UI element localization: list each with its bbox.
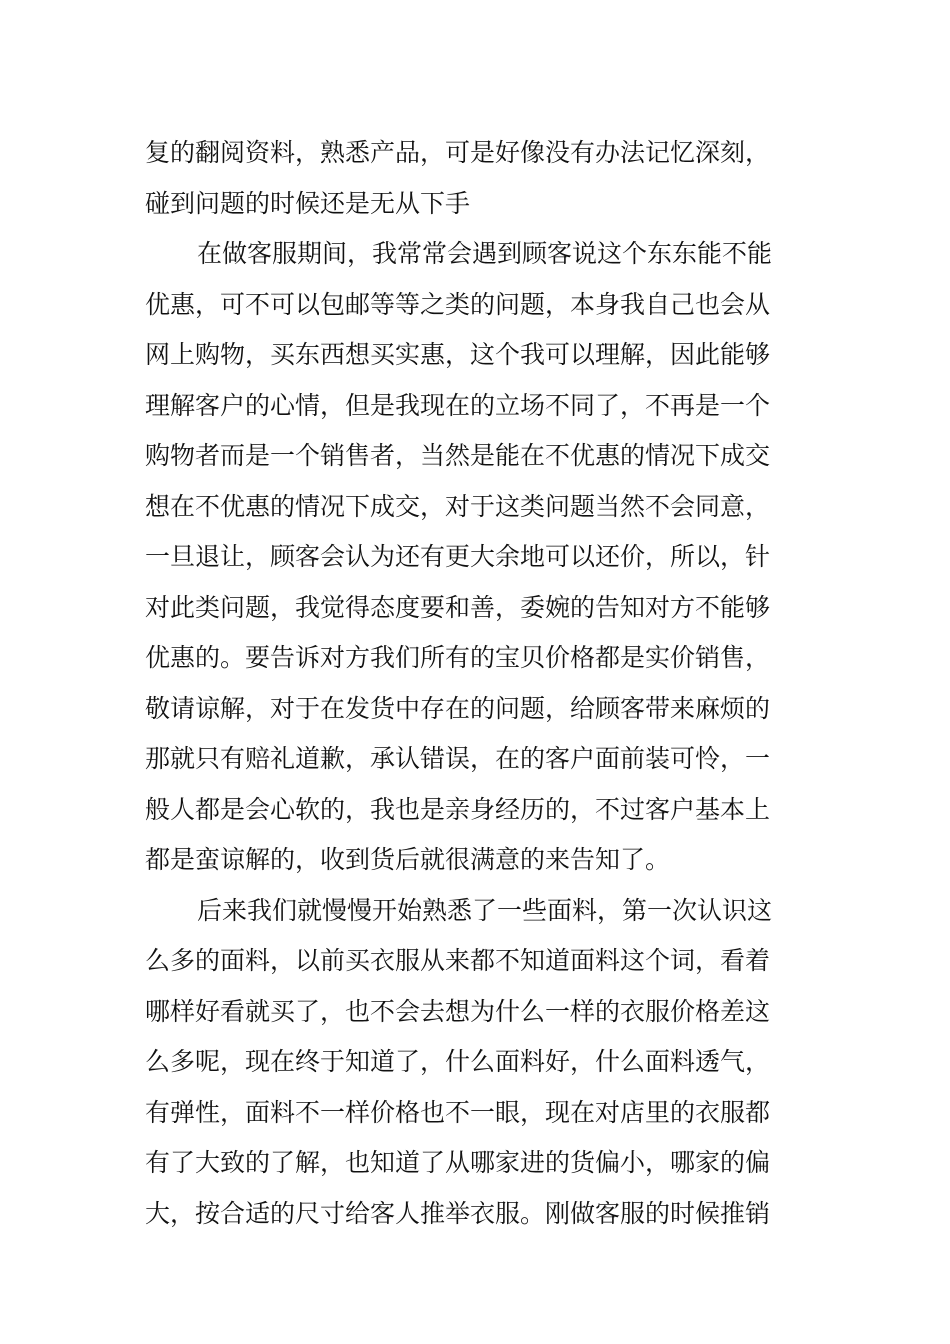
text-line: 哪样好看就买了，也不会去想为什么一样的衣服价格差这 (145, 996, 771, 1026)
paragraph-start-line: 后来我们就慢慢开始熟悉了一些面料，第一次认识这 (197, 895, 773, 925)
text-line: 么多呢，现在终于知道了，什么面料好，什么面料透气， (145, 1047, 771, 1076)
text-line: 一旦退让，顾客会认为还有更大余地可以还价，所以，针 (145, 542, 771, 571)
text-line: 碰到问题的时候还是无从下手 (145, 188, 471, 218)
text-line: 理解客户的心情，但是我现在的立场不同了，不再是一个 (145, 390, 771, 420)
text-line: 有了大致的了解，也知道了从哪家进的货偏小，哪家的偏 (145, 1148, 771, 1177)
text-line: 那就只有赔礼道歉，承认错误，在的客户面前装可怜，一 (145, 744, 771, 773)
text-line: 有弹性，面料不一样价格也不一眼，现在对店里的衣服都 (145, 1097, 771, 1127)
text-line: 么多的面料，以前买衣服从来都不知道面料这个词，看着 (145, 946, 771, 975)
text-line: 优惠，可不可以包邮等等之类的问题，本身我自己也会从 (145, 289, 771, 319)
text-line: 优惠的。要告诉对方我们所有的宝贝价格都是实价销售， (145, 643, 771, 672)
text-line: 网上购物，买东西想买实惠，这个我可以理解，因此能够 (145, 340, 771, 369)
text-line: 大，按合适的尺寸给客人推举衣服。刚做客服的时候推销 (145, 1198, 771, 1228)
text-line: 对此类问题，我觉得态度要和善，委婉的告知对方不能够 (145, 592, 771, 622)
text-line: 想在不优惠的情况下成交，对于这类问题当然不会同意， (145, 491, 771, 521)
text-line: 般人都是会心软的，我也是亲身经历的，不过客户基本上 (145, 794, 771, 824)
text-line: 复的翻阅资料，熟悉产品，可是好像没有办法记忆深刻， (145, 138, 771, 167)
paragraph-start-line: 在做客服期间，我常常会遇到顾客说这个东东能不能 (197, 239, 773, 268)
text-line: 敬请谅解，对于在发货中存在的问题，给顾客带来麻烦的 (145, 693, 771, 723)
text-line: 购物者而是一个销售者，当然是能在不优惠的情况下成交 (145, 441, 771, 470)
body-text (145, 128, 810, 1239)
text-line: 都是蛮谅解的，收到货后就很满意的来告知了。 (145, 845, 671, 874)
